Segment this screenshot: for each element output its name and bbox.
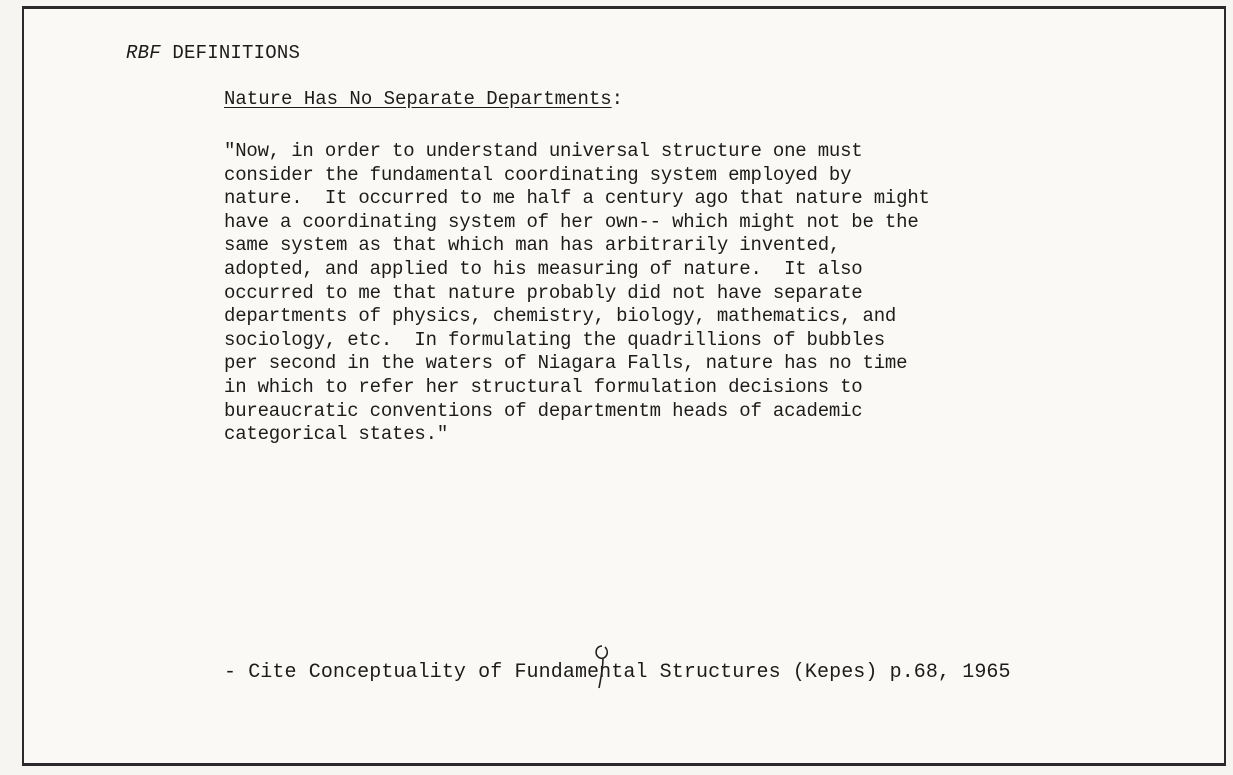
handwritten-correction-mark	[588, 642, 616, 690]
document-title	[126, 42, 300, 64]
title-text: DEFINITIONS	[172, 42, 301, 64]
section-heading	[224, 88, 623, 110]
quote-body: "Now, in order to understand universal structure one must consider the fundamental coordinating system employed by nature. It occurred to me half a century ago that nature might have a coordinating system of her own-- which might not be the same system as that which man has arbitrarily invented, adopted, and applied to his measuring of nature. It also occurred to me that nature probably did not have separate departments of physics, chemistry, biology, mathematics, and sociology, etc. In formulating the quadrillions of bubbles per second in the waters of Niagara Falls, nature has no time in which to refer her structural formulation decisions to bureaucratic conventions of departmentm heads of academic categorical states."	[224, 140, 930, 446]
citation: - Cite Conceptuality of Fundamental Structures (Kepes) p.68, 1965	[224, 661, 1011, 684]
section-heading-text: Nature Has No Separate Departments	[224, 88, 612, 110]
title-prefix: RBF	[126, 42, 161, 64]
section-heading-colon: :	[611, 88, 624, 110]
